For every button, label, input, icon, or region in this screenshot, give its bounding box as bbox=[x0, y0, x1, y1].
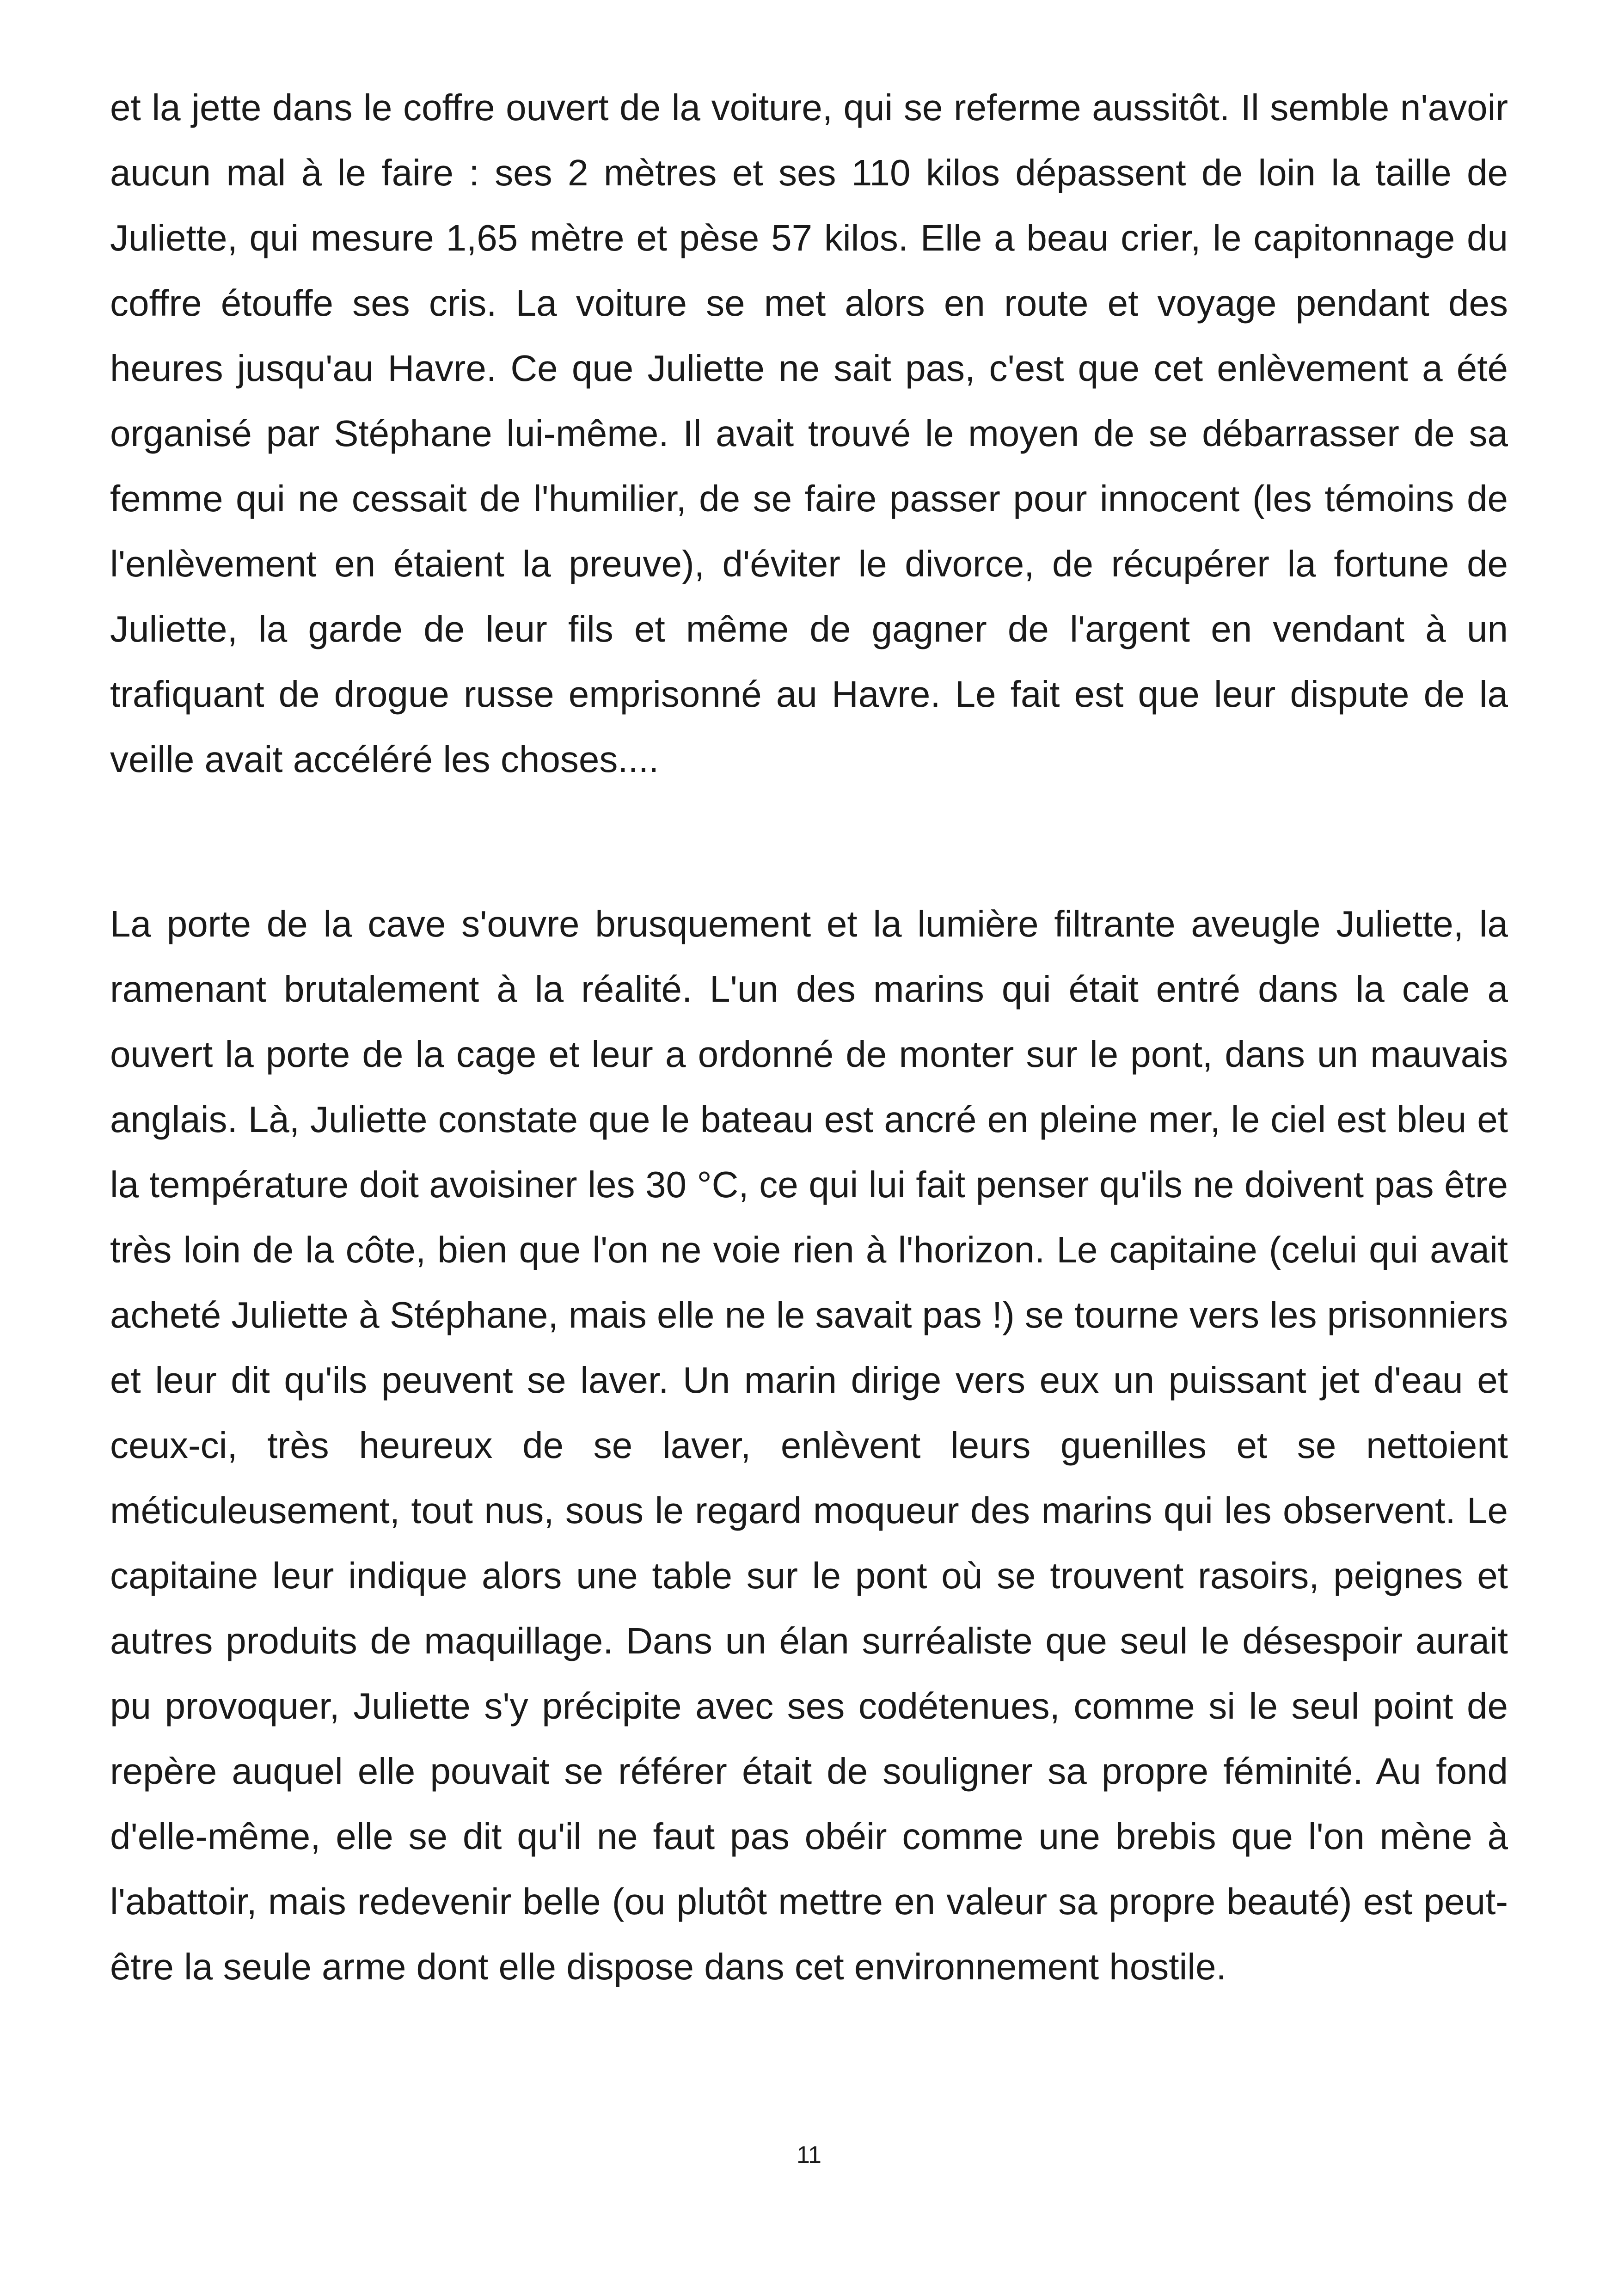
page-number: 11 bbox=[797, 2142, 821, 2168]
paragraph-1: et la jette dans le coffre ouvert de la voiture, qui se referme aussitôt. Il semble n'avoir aucun mal à le faire : ses 2 mètres et ses 110 kilos dépassent de loin la taille de Juliette, qui mesure 1,65 mètre et pèse 57 kilos. Elle a beau crier, le capitonnage du coffre étouffe ses cris. La voiture se met alors en route et voyage pendant des heures jusqu'au Havre. Ce que Juliette ne sait pas, c'est que cet enlèvement a été organisé par Stéphane lui-même. Il avait trouvé le moyen de se débarrasser de sa femme qui ne cessait de l'humilier, de se faire passer pour innocent (les témoins de l'enlèvement en étaient la preuve), d'éviter le divorce, de récupérer la fortune de Juliette, la garde de leur fils et même de gagner de l'argent en vendant à un trafiquant de drogue russe emprisonné au Havre. Le fait est que leur dispute de la veille avait accéléré les choses.... bbox=[110, 87, 1508, 780]
paragraph-2: La porte de la cave s'ouvre brusquement et la lumière filtrante aveugle Juliette, la ramenant brutalement à la réalité. L'un des marins qui était entré dans la cale a ouvert la porte de la cage et leur a ordonné de monter sur le pont, dans un mauvais anglais. Là, Juliette constate que le bateau est ancré en pleine mer, le ciel est bleu et la température doit avoisiner les 30 °C, ce qui lui fait penser qu'ils ne doivent pas être très loin de la côte, bien que l'on ne voie rien à l'horizon. Le capitaine (celui qui avait acheté Juliette à Stéphane, mais elle ne le savait pas !) se tourne vers les prisonniers et leur dit qu'ils peuvent se laver. Un marin dirige vers eux un puissant jet d'eau et ceux-ci, très heureux de se laver, enlèvent leurs guenilles et se nettoient méticuleusement, tout nus, sous le regard moqueur des marins qui les observent. Le capitaine leur indique alors une table sur le pont où se trouvent rasoirs, peignes et autres produits de maquillage. Dans un élan surréaliste que seul le désespoir aurait pu provoquer, Juliette s'y précipite avec ses codétenues, comme si le seul point de repère auquel elle pouvait se référer était de souligner sa propre féminité. Au fond d'elle-même, elle se dit qu'il ne faut pas obéir comme une brebis que l'on mène à l'abattoir, mais redevenir belle (ou plutôt mettre en valeur sa propre beauté) est peut-être la seule arme dont elle dispose dans cet environnement hostile. bbox=[110, 903, 1508, 1987]
